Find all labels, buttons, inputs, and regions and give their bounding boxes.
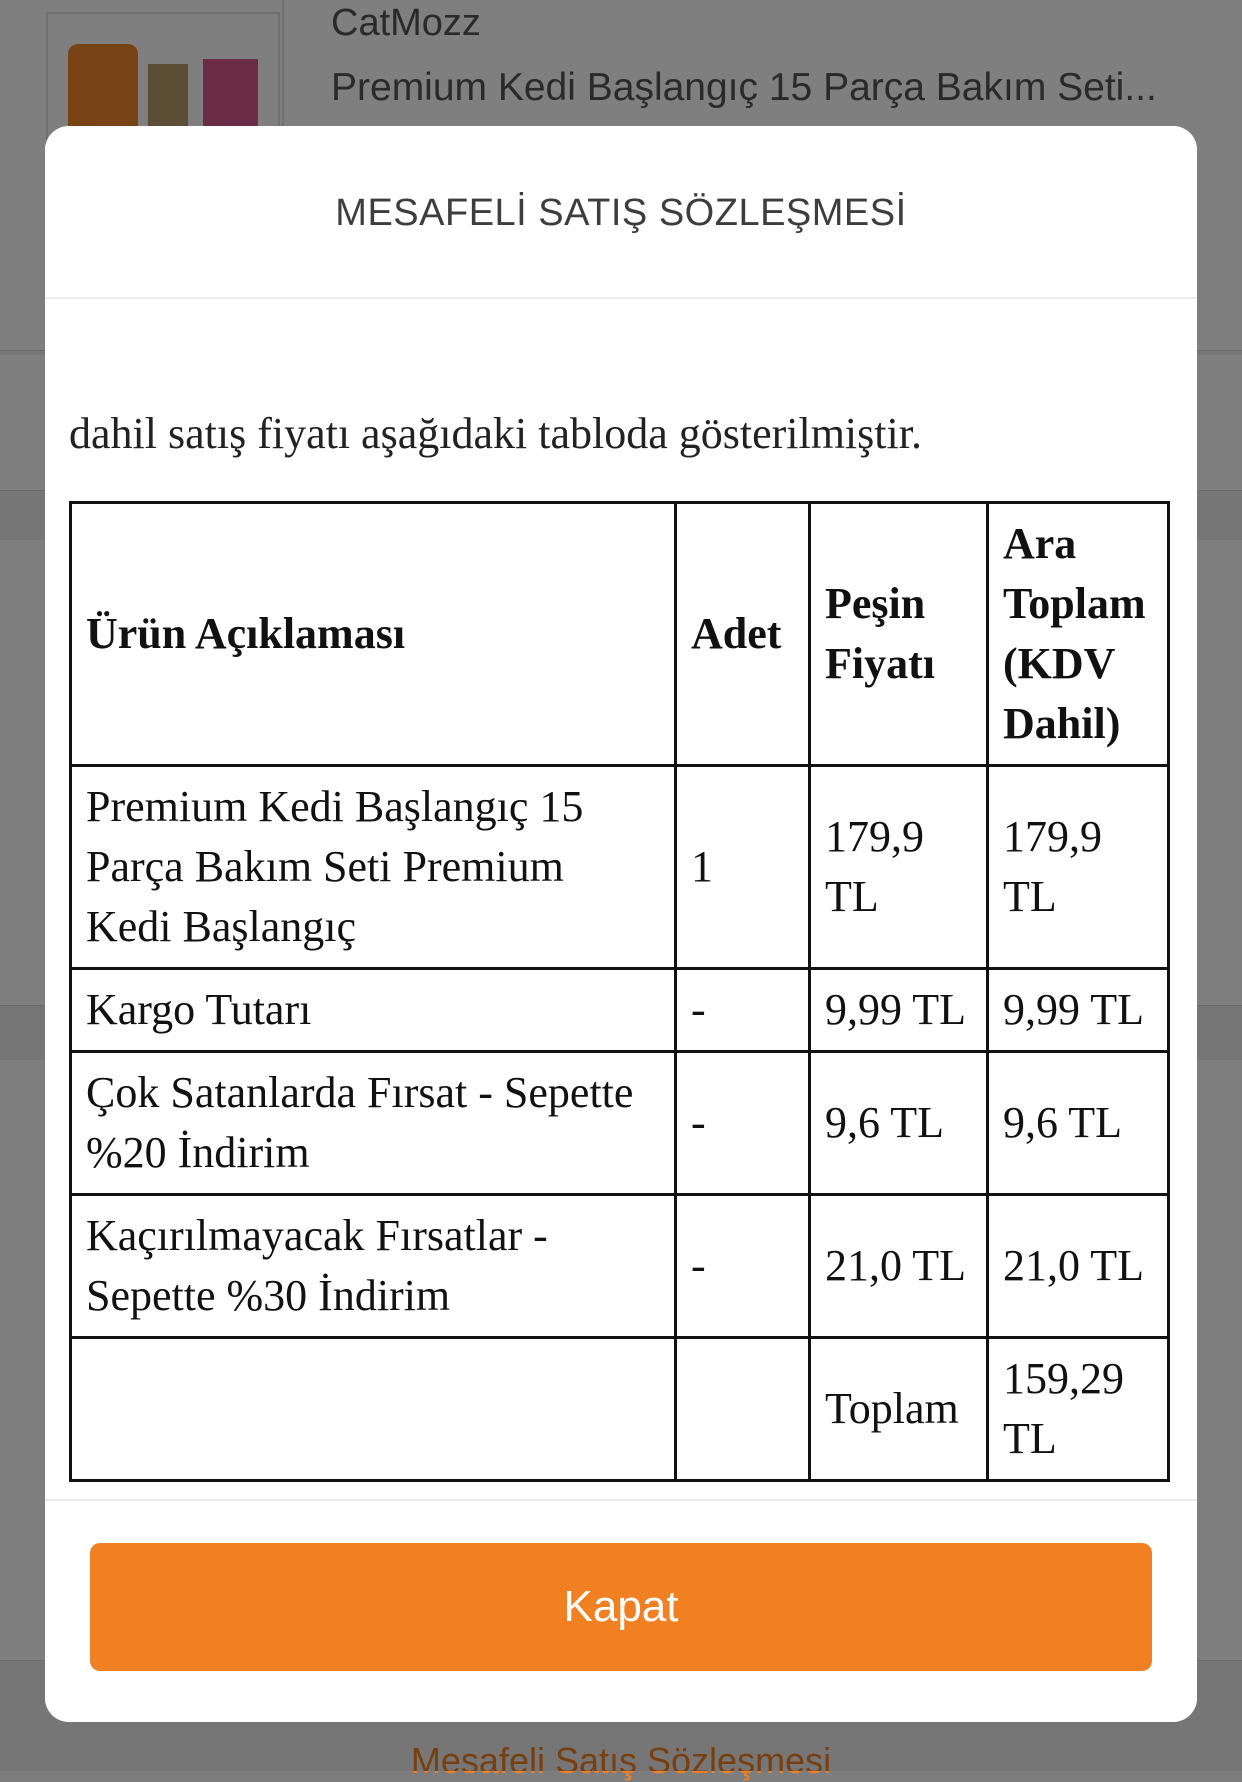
column-header-subtotal: Ara Toplam (KDV Dahil) [988, 503, 1169, 766]
modal-footer [45, 1499, 1197, 1722]
cell-subtotal: 21,0 TL [988, 1195, 1169, 1338]
cell-cash-price: 179,9 TL [810, 766, 988, 969]
table-row [71, 969, 1169, 1052]
modal-header [45, 126, 1197, 299]
column-header-quantity: Adet [676, 503, 810, 766]
cell-subtotal: 179,9 TL [988, 766, 1169, 969]
cell-subtotal: 9,6 TL [988, 1052, 1169, 1195]
cell-description: Çok Satanlarda Fırsat - Sepette %20 İndirim [71, 1052, 676, 1195]
cell-quantity [676, 1338, 810, 1481]
cell-cash-price: 9,6 TL [810, 1052, 988, 1195]
modal-title: MESAFELİ SATIŞ SÖZLEŞMESİ [335, 192, 907, 234]
cell-quantity: - [676, 1052, 810, 1195]
cell-quantity: 1 [676, 766, 810, 969]
modal-scroll-content[interactable] [45, 276, 1197, 1626]
table-total-row [71, 1338, 1169, 1481]
price-table [69, 501, 1170, 1482]
table-row [71, 1052, 1169, 1195]
contract-intro-text: dahil satış fiyatı aşağıdaki tabloda gösterilmiştir. [69, 409, 922, 458]
close-button[interactable]: Kapat [90, 1543, 1152, 1671]
cell-total-value: 159,29 TL [988, 1338, 1169, 1481]
cell-quantity: - [676, 1195, 810, 1338]
cell-description: Kaçırılmayacak Fırsatlar - Sepette %30 İndirim [71, 1195, 676, 1338]
cell-quantity: - [676, 969, 810, 1052]
contract-modal [45, 126, 1197, 1722]
column-header-description: Ürün Açıklaması [71, 503, 676, 766]
cell-cash-price: 9,99 TL [810, 969, 988, 1052]
cell-description: Premium Kedi Başlangıç 15 Parça Bakım Seti Premium Kedi Başlangıç [71, 766, 676, 969]
column-header-cash-price: Peşin Fiyatı [810, 503, 988, 766]
cell-description [71, 1338, 676, 1481]
cell-description: Kargo Tutarı [71, 969, 676, 1052]
table-header-row [71, 503, 1169, 766]
table-row [71, 1195, 1169, 1338]
cell-cash-price: 21,0 TL [810, 1195, 988, 1338]
cell-subtotal: 9,99 TL [988, 969, 1169, 1052]
table-row [71, 766, 1169, 969]
cell-total-label: Toplam [810, 1338, 988, 1481]
